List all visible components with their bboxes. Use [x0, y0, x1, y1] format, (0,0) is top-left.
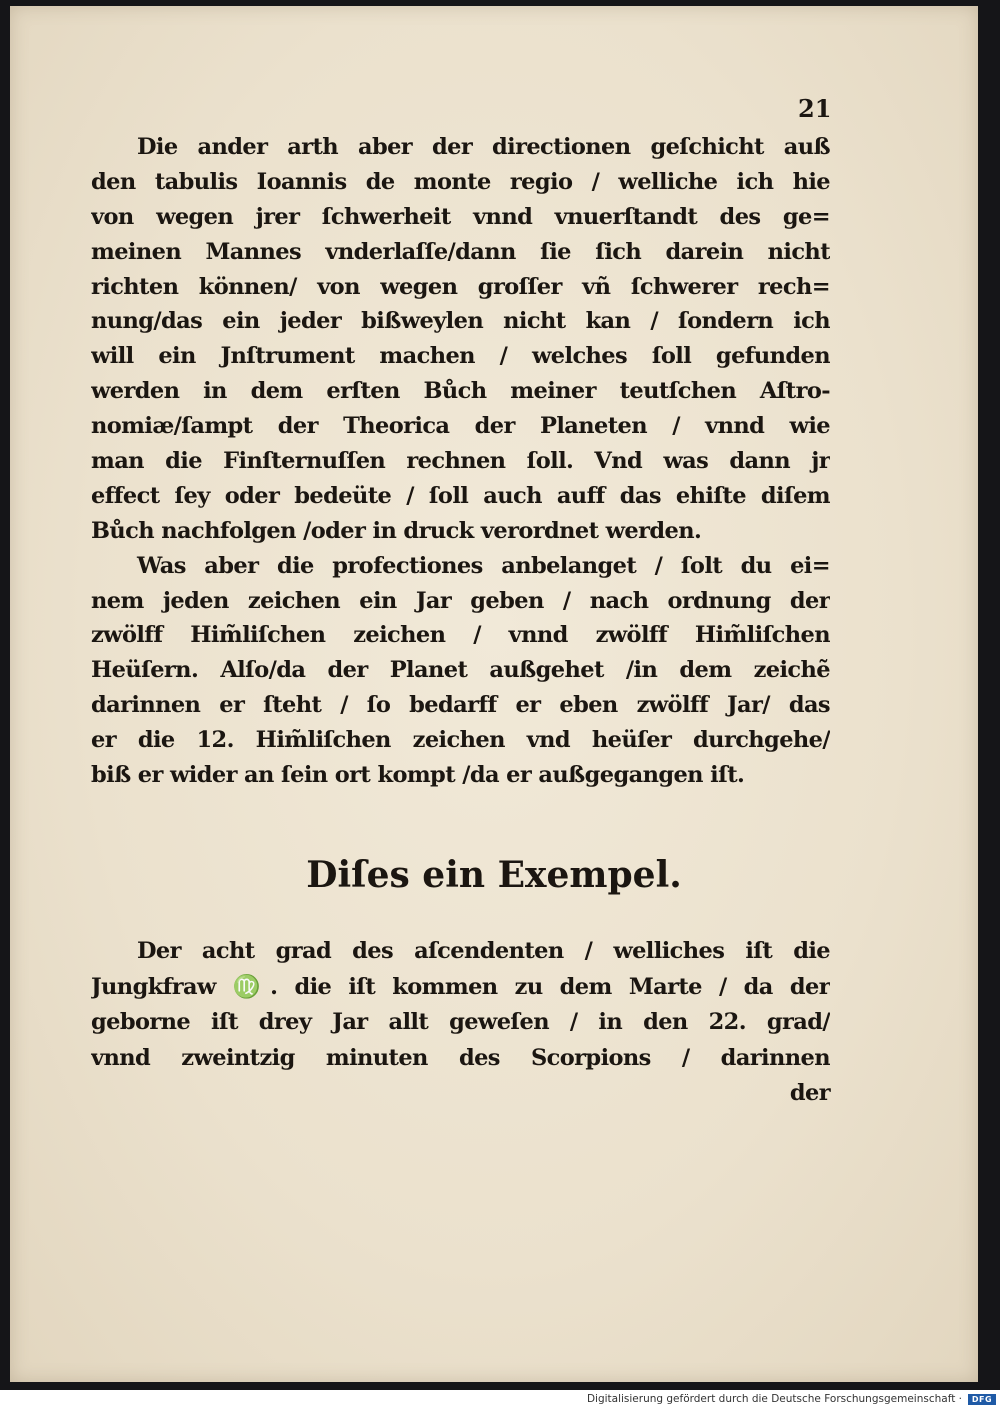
funding-credit: Digitalisierung gefördert durch die Deutsche Forschungsgemeinschaft · — [586, 1393, 962, 1405]
footer-bar — [0, 1392, 1000, 1408]
text-line: vnnd zweintzig minuten des Scorpions / darinnen — [91, 1044, 830, 1071]
text-line: nomiæ/ſampt der Theorica der Planeten / vnnd wie — [91, 413, 830, 440]
text-line: nem jeden zeichen ein Jar geben / nach ordnung der — [91, 587, 830, 614]
text-line: Bůch nachfolgen /oder in druck verordnet werden. — [91, 517, 702, 544]
text-line: geborne iſt drey Jar allt geweſen / in den 22. grad/ — [91, 1009, 830, 1035]
text-block-main — [91, 130, 830, 793]
text-line: er die 12. Him̃liſchen zeichen vnd heüſer durchgehe/ — [91, 727, 830, 754]
text-line: zwölff Him̃liſchen zeichen / vnnd zwölff Him̃liſchen — [91, 622, 830, 649]
text-line: darinnen er ſteht / ſo bedarff er eben zwölff Jar/ das — [91, 692, 830, 719]
section-heading: Diſes ein Exempel. — [306, 854, 682, 896]
text-line: nung/das ein jeder bißweylen nicht kan / ſondern ich — [91, 308, 830, 335]
text-line: Die ander arth aber der directionen geſchicht auß — [137, 134, 830, 160]
text-line: biß er wider an ſein ort kompt /da er außgegangen iſt. — [91, 762, 745, 789]
text-line: effect ſey oder bedeüte / ſoll auch auff das ehiſte diſem — [91, 482, 830, 509]
text-line: will ein Jnſtrument machen / welches ſoll gefunden — [91, 343, 830, 370]
text-line: richten können/ von wegen groſſer vñ ſchwerer rech= — [91, 273, 830, 300]
page-number: 21 — [798, 94, 832, 123]
text-line: von wegen jrer ſchwerheit vnnd vnuerſtandt des ge= — [91, 203, 830, 230]
text-block-example — [91, 934, 830, 1112]
catchword: der — [789, 1080, 830, 1106]
text-line: man die Finſternuſſen rechnen ſoll. Vnd was dann jr — [91, 448, 830, 475]
text-line: den tabulis Ioannis de monte regio / welliche ich hie — [91, 168, 830, 195]
text-line: Heüſern. Alſo/da der Planet außgehet /in dem zeichẽ — [91, 657, 830, 684]
dfg-logo-icon: DFG — [968, 1394, 996, 1405]
text-line: werden in dem erſten Bůch meiner teutſchen Aſtro- — [91, 378, 830, 405]
book-page — [10, 6, 978, 1382]
text-line: Der acht grad des aſcendenten / welliches iſt die — [137, 938, 830, 964]
text-line: Jungkfraw ♍. die iſt kommen zu dem Marte / da der — [91, 973, 830, 1000]
text-line: meinen Mannes vnderlaſſe/dann ſie ſich darein nicht — [91, 238, 830, 265]
text-line: Was aber die profectiones anbelanget / ſolt du ei= — [137, 552, 830, 579]
